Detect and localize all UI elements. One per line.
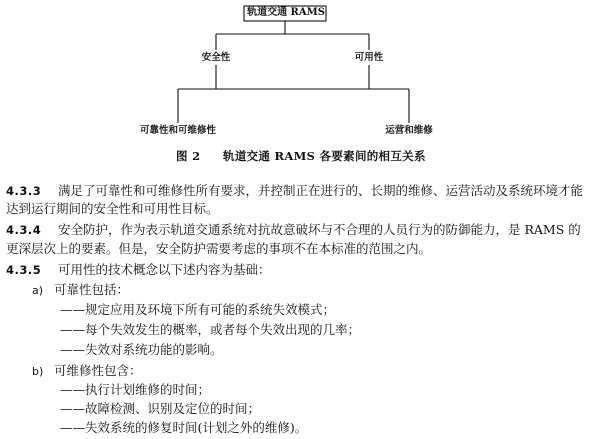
clause-number: 4.3.3	[6, 184, 42, 198]
list-b-heading	[32, 362, 142, 380]
list-marker: b)	[32, 365, 44, 378]
diagram-node-safety: 安全性	[201, 52, 231, 63]
figure-caption	[176, 148, 426, 164]
clause-number: 4.3.4	[6, 223, 42, 237]
clause-text: 满足了可靠性和可维修性所有要求，并控制正在进行的、长期的维修、运营活动及系统环境才能	[58, 183, 584, 198]
clause-4-3-4-line2: 更深层次上的要素。但是，安全防护需要考虑的事项不在本标准的范围之内。	[6, 241, 432, 256]
clause-4-3-3-line2: 达到运行期间的安全性和可用性目标。	[6, 201, 219, 216]
list-a-item: ——每个失效发生的概率，或者每个失效出现的几率；	[60, 322, 361, 337]
diagram-node-operation-maintenance: 运营和维修	[385, 125, 433, 136]
figure-title: 轨道交通 RAMS 各要素间的相互关系	[223, 149, 426, 163]
clause-4-3-4-line1	[6, 221, 581, 239]
list-a-item: ——规定应用及环境下所有可能的系统失效模式；	[60, 302, 336, 317]
clause-number: 4.3.5	[6, 263, 42, 277]
list-title: 可靠性包括：	[54, 282, 130, 297]
list-a-item: ——失效对系统功能的影响。	[60, 342, 223, 357]
list-a-heading	[32, 281, 129, 299]
clause-4-3-5-line1	[6, 261, 271, 279]
diagram-node-rams: 轨道交通 RAMS	[247, 7, 325, 18]
diagram-node-reliability-maintainability: 可靠性和可维修性	[139, 125, 216, 136]
clause-text: 可用性的技术概念以下述内容为基础：	[58, 262, 271, 277]
clause-4-3-3-line1	[6, 182, 583, 200]
list-title: 可维修性包含：	[54, 363, 142, 378]
rams-relationship-diagram	[0, 0, 600, 170]
list-b-item: ——故障检测、识别及定位的时间；	[60, 401, 261, 416]
list-b-item: ——失效系统的修复时间(计划之外的维修)。	[60, 420, 308, 435]
list-marker: a)	[32, 284, 44, 297]
list-b-item: ——执行计划维修的时间；	[60, 382, 211, 397]
diagram-node-availability: 可用性	[354, 52, 384, 63]
clause-text: 安全防护，作为表示轨道交通系统对抗故意破坏与不合理的人员行为的防御能力，是 RAMS 的	[58, 222, 581, 237]
figure-number: 图 2	[176, 149, 201, 163]
